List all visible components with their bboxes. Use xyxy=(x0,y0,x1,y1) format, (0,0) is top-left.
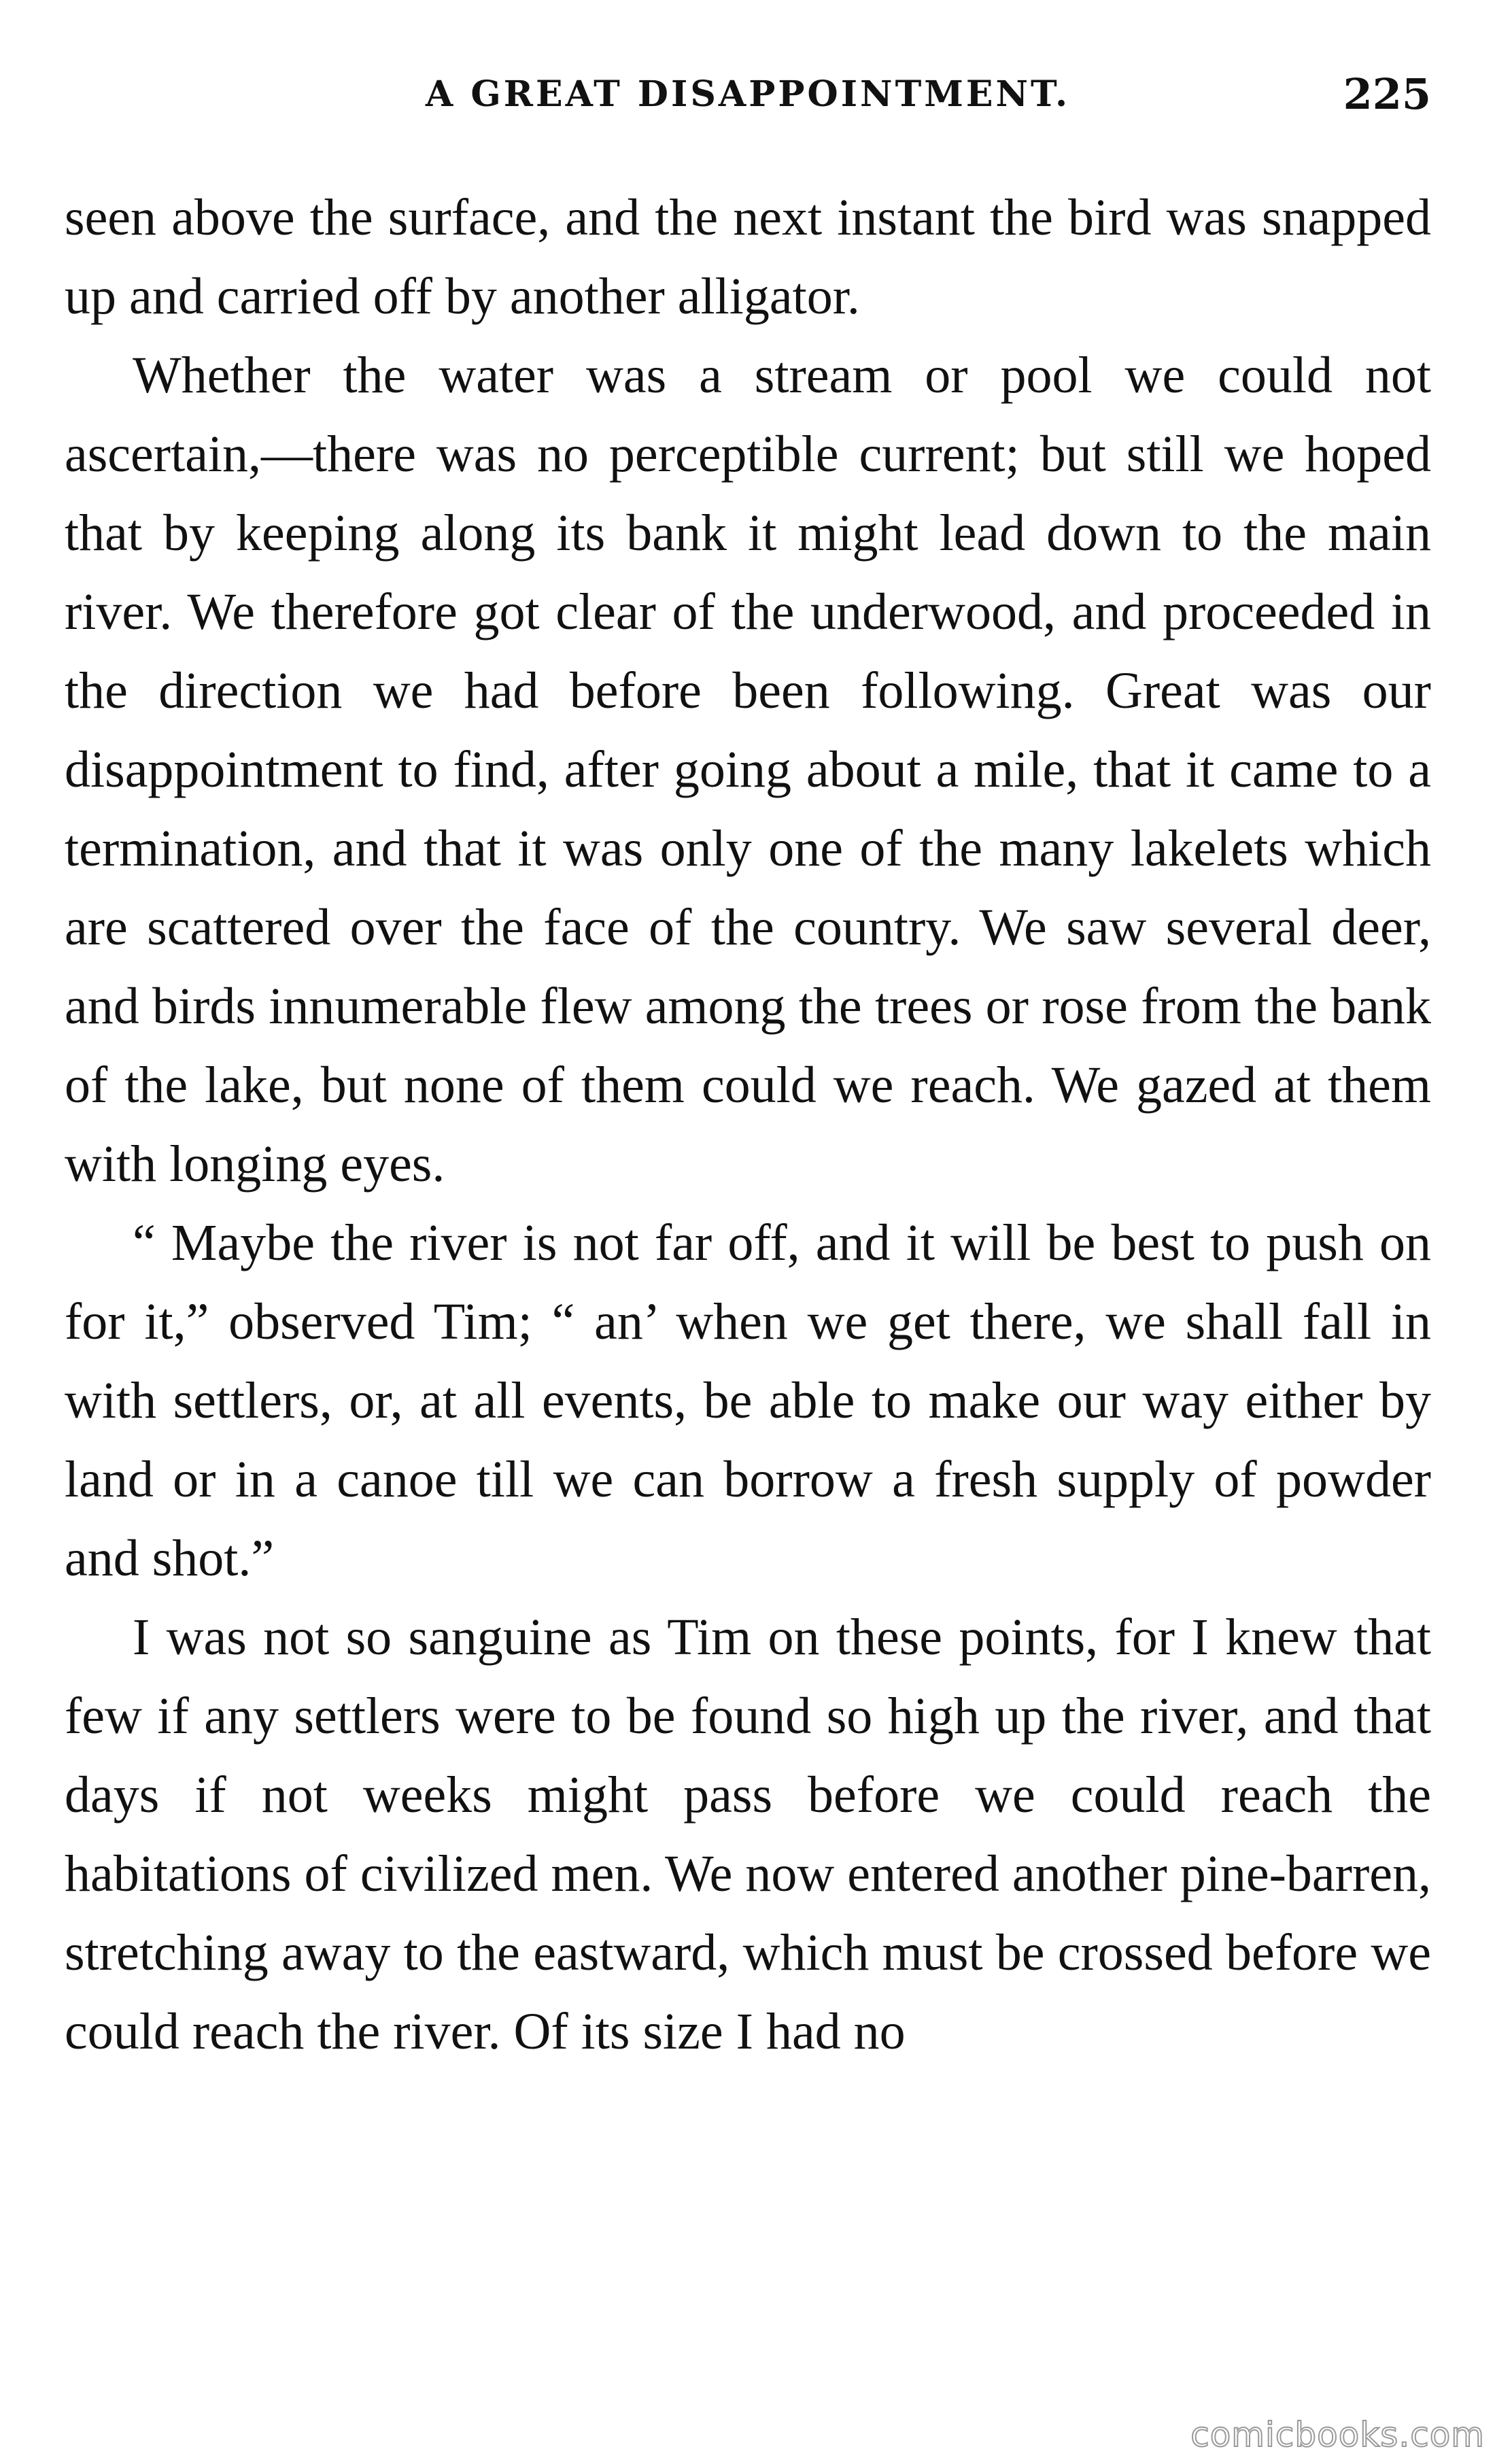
paragraph-continuation: seen above the surface, and the next instant the bird was snapped up and carried off by another alligator. xyxy=(65,189,1431,325)
paragraph: “ Maybe the river is not far off, and it will be best to push on for it,” observed Tim; “ an’ when we get there, we shall fall in with settlers, or, at all events, be able to make our way either by land or in a canoe till we can borrow a fresh supply of powder and shot.” xyxy=(65,1214,1431,1587)
watermark: comicbooks.com xyxy=(1190,2415,1485,2454)
running-title: A GREAT DISAPPOINTMENT. xyxy=(425,73,1071,115)
page-header xyxy=(65,69,1431,128)
body-text xyxy=(65,178,1431,2071)
paragraph: I was not so sanguine as Tim on these points, for I knew that few if any settlers were to be found so high up the river, and that days if not weeks might pass before we could reach the habitations of civilized men. We now entered another pine-barren, stretching away to the eastward, which must be crossed before we could reach the river. Of its size I had no xyxy=(65,1609,1431,2060)
page-number: 225 xyxy=(1343,69,1431,119)
paragraph: Whether the water was a stream or pool we could not ascertain,—there was no perceptible current; but still we hoped that by keeping along its bank it might lead down to the main river. We therefore got clear of the underwood, and proceeded in the direction we had before been following. Great was our disappointment to find, after going about a mile, that it came to a termination, and that it was only one of the many lakelets which are scattered over the face of the country. We saw several deer, and birds innumerable flew among the trees or rose from the bank of the lake, but none of them could we reach. We gazed at them with longing eyes. xyxy=(65,347,1431,1193)
